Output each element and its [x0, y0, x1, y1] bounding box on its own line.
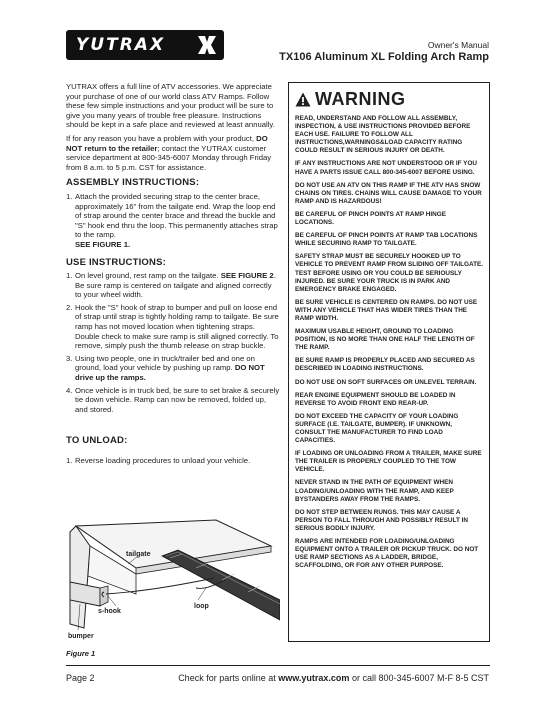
warning-paragraph: DO NOT EXCEED THE CAPACITY OF YOUR LOADING SURFACE (I.E. TAILGATE, BUMPER). IF UNKNOWN, CONSULT THE MANUFACTURER TO FIND LOAD CAPACITIES. [295, 412, 459, 445]
item-text: Hook the "S" hook of strap to bumper and pull on loose end of strap until strap is tightly holding ramp to tailgate. Be sure ramp has not moved location when tightening straps. Double check to make sure ramp is still aligned correctly. To remove, simply push the thumb release on strap buckle. [75, 302, 279, 351]
item-number: 1. [66, 191, 73, 201]
unload-heading: TO UNLOAD: [66, 435, 128, 447]
item-text [75, 192, 280, 250]
figure-label-bumper: bumper [68, 633, 94, 640]
yutrax-logo [66, 30, 224, 60]
warning-paragraph: BE CAREFUL OF PINCH POINTS AT RAMP TAB LOCATIONS WHILE SECURING RAMP TO TAILGATE. [295, 232, 478, 248]
warning-paragraph: DO NOT STEP BETWEEN RUNGS. THIS MAY CAUSE A PERSON TO FALL THROUGH AND POSSIBLY RESULT IN SERIOUS BODILY INJURY. [295, 508, 469, 532]
warning-list [295, 115, 484, 570]
assembly-see-figure: SEE FIGURE 1 [75, 239, 128, 249]
figure-1-illustration [66, 516, 280, 640]
item-number: 3. [66, 353, 73, 363]
use-text-pre: On level ground, rest ramp on the tailgate. [75, 271, 221, 281]
warning-paragraph: DO NOT USE AN ATV ON THIS RAMP IF THE ATV HAS SNOW CHAINS ON TIRES. CHAINS WILL CAUSE DAMAGE TO YOUR RAMP AND IS HAZARDOUS! [295, 181, 482, 205]
figure-label-loop: loop [194, 603, 209, 610]
figure-label-s-hook: s-hook [98, 608, 121, 615]
warning-triangle-icon [295, 92, 311, 107]
footer-text-pre: Check for parts online at [178, 673, 279, 683]
retailer-text-pre: If for any reason you have a problem with your product, [66, 133, 257, 143]
header-subtitle: Owner's Manual [427, 40, 489, 50]
use-text-bold: DO NOT drive up the ramps. [75, 363, 265, 383]
unload-item [66, 456, 280, 466]
page-number: Page 2 [66, 673, 95, 683]
item-number: 2. [66, 302, 73, 312]
footer-url-link[interactable]: www.yutrax.com [278, 673, 350, 683]
assembly-tail: . [127, 239, 131, 249]
retailer-text-bold: DO NOT return to the retailer [66, 133, 268, 153]
warning-title: WARNING [315, 89, 406, 109]
left-column [66, 82, 280, 469]
item-text [75, 271, 280, 300]
warning-paragraph: DO NOT USE ON SOFT SURFACES OR UNLEVEL TERRAIN. [295, 378, 477, 386]
assembly-text: Attach the provided securing strap to the center brace, approximately 16" from the tailgate end. Wrap the loop end of strap around the center brace and thread the buckle and "S" hook end thru the loop. This permanently attaches strap to the ramp. [75, 191, 278, 240]
warning-paragraph: IF ANY INSTRUCTIONS ARE NOT UNDERSTOOD OR IF YOU HAVE A PARTS ISSUE CALL 800-345-6007 BEFORE USING. [295, 160, 478, 176]
warning-paragraph: RAMPS ARE INTENDED FOR LOADING/UNLOADING EQUIPMENT ONTO A TRAILER OR PICKUP TRUCK. DO NOT USE RAMP SECTIONS AS A LADDER, BRIDGE, SCAFFOLDING, OR FOR ANY OTHER PURPOSE. [295, 538, 479, 570]
use-text-bold: SEE FIGURE 2 [220, 271, 274, 281]
warning-paragraph: REAR ENGINE EQUIPMENT SHOULD BE LOADED IN REVERSE TO AVOID FRONT END REAR-UP. [295, 391, 456, 407]
figure-label-tailgate: tailgate [126, 551, 151, 558]
warning-paragraph: BE SURE RAMP IS PROPERLY PLACED AND SECURED AS DESCRIBED IN LOADING INSTRUCTIONS. [295, 357, 475, 373]
use-item [66, 354, 280, 383]
header-title: TX106 Aluminum XL Folding Arch Ramp [279, 51, 489, 63]
warning-paragraph: IF LOADING OR UNLOADING FROM A TRAILER, MAKE SURE THE TRAILER IS PROPERLY COUPLED TO THE TOW VEHICLE. [295, 450, 482, 474]
item-text: Reverse loading procedures to unload your vehicle. [75, 456, 251, 465]
item-number: 4. [66, 385, 73, 395]
use-heading: USE INSTRUCTIONS: [66, 256, 166, 268]
figure-caption: Figure 1 [66, 649, 96, 658]
footer-contact [178, 673, 489, 683]
intro-paragraph: YUTRAX offers a full line of ATV accessories. We appreciate your purchase of one of our world class ATV Ramps. Follow these few simple instructions and your product will be sure to give you many years of trouble free pleasure. Instructions should be kept in a safe place and reviewed at least annually. [66, 82, 275, 130]
warning-title-row [295, 89, 484, 110]
assembly-heading: ASSEMBLY INSTRUCTIONS: [66, 177, 200, 189]
warning-paragraph: MAXIMUM USABLE HEIGHT, GROUND TO LOADING POSITION, IS NO MORE THAN ONE HALF THE LENGTH OF THE RAMP. [295, 328, 475, 352]
use-text-post: . Be sure ramp is centered on tailgate and aligned correctly to your wheel width. [75, 271, 276, 300]
use-text-pre: Using two people, one in truck/trailer bed and one on ground, load your vehicle by pushing up ramp. [75, 353, 255, 373]
item-text [75, 354, 280, 383]
use-item [66, 271, 280, 300]
header-right [279, 40, 489, 63]
assembly-item [66, 192, 280, 250]
warning-paragraph: BE SURE VEHICLE IS CENTERED ON RAMPS. DO NOT USE WITH ANY VEHICLE THAT HAS WIDER TIRES THAN THE RAMP WIDTH. [295, 298, 478, 322]
warning-box [288, 82, 490, 642]
item-number: 1. [66, 456, 73, 465]
use-item [66, 303, 280, 351]
retailer-text-post: ; contact the YUTRAX customer service department at 800-345-6007 Monday through Friday from 8 a.m. to 5 p.m. CST for assistance. [66, 143, 272, 172]
warning-paragraph: SAFETY STRAP MUST BE SECURELY HOOKED UP TO VEHICLE TO PREVENT RAMP FROM SLIDING OFF TAILGATE. TEST BEFORE USING OR YOU COULD BE SERIOUSLY INJURED. BE SURE YOUR TRUCK IS IN PARK AND EMERGENCY BRAKE ENGAGED. [295, 253, 484, 293]
retailer-paragraph [66, 134, 280, 172]
warning-paragraph: NEVER STAND IN THE PATH OF EQUIPMENT WHEN LOADING/UNLOADING WITH THE RAMP, AND KEEP BYSTANDERS AWAY FROM THE RAMPS. [295, 479, 454, 503]
logo-text: YUTRAX [76, 35, 166, 55]
footer-text-post: or call 800-345-6007 M-F 8-5 CST [349, 673, 489, 683]
use-item [66, 386, 280, 415]
warning-paragraph: READ, UNDERSTAND AND FOLLOW ALL ASSEMBLY, INSPECTION, & USE INSTRUCTIONS PROVIDED BEFORE EACH USE. FAILURE TO FOLLOW ALL INSTRUCTIONS,WARNINGS&LOAD CAPACITY RATING COULD RESULT IN SERIOUS INJURY OR DEATH. [295, 115, 471, 155]
footer-rule [66, 665, 490, 666]
item-number: 1. [66, 271, 73, 281]
logo-x-icon [196, 34, 218, 56]
item-text: Once vehicle is in truck bed, be sure to set brake & securely tie down vehicle. Ramp can now be removed, folded up, and stored. [75, 385, 280, 414]
warning-paragraph: BE CAREFUL OF PINCH POINTS AT RAMP HINGE LOCATIONS. [295, 210, 447, 227]
